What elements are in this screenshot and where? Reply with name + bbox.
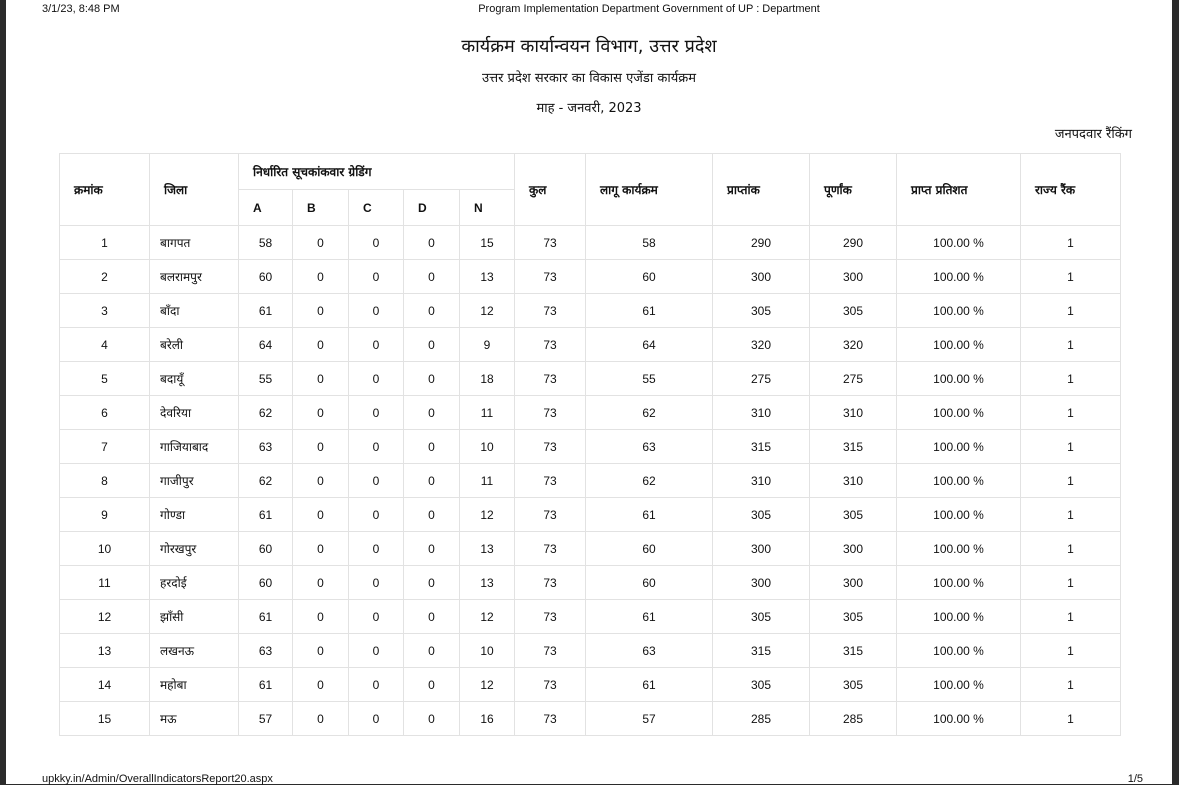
- cell-state-rank: 1: [1021, 260, 1121, 294]
- print-url: upkky.in/Admin/OverallIndicatorsReport20.aspx: [42, 773, 273, 785]
- cell-grade-a: 61: [239, 600, 293, 634]
- cell-state-rank: 1: [1021, 532, 1121, 566]
- cell-percent: 100.00 %: [897, 532, 1021, 566]
- cell-district: बदायूँ: [150, 362, 239, 396]
- col-obtained: प्राप्तांक: [713, 154, 810, 226]
- cell-grade-d: 0: [404, 328, 460, 362]
- cell-district: हरदोई: [150, 566, 239, 600]
- cell-grade-a: 57: [239, 702, 293, 736]
- cell-applicable: 61: [586, 668, 713, 702]
- cell-grade-c: 0: [349, 498, 404, 532]
- cell-serial: 9: [60, 498, 150, 532]
- cell-applicable: 57: [586, 702, 713, 736]
- cell-applicable: 60: [586, 566, 713, 600]
- cell-grade-d: 0: [404, 226, 460, 260]
- cell-grade-b: 0: [293, 260, 349, 294]
- cell-state-rank: 1: [1021, 464, 1121, 498]
- cell-grade-b: 0: [293, 396, 349, 430]
- cell-state-rank: 1: [1021, 226, 1121, 260]
- table-row: [60, 294, 1121, 328]
- cell-percent: 100.00 %: [897, 600, 1021, 634]
- table-row: [60, 464, 1121, 498]
- cell-max-marks: 300: [810, 532, 897, 566]
- cell-state-rank: 1: [1021, 566, 1121, 600]
- cell-total: 73: [515, 328, 586, 362]
- cell-max-marks: 290: [810, 226, 897, 260]
- cell-percent: 100.00 %: [897, 566, 1021, 600]
- cell-grade-n: 16: [460, 702, 515, 736]
- cell-grade-n: 13: [460, 566, 515, 600]
- cell-grade-c: 0: [349, 260, 404, 294]
- cell-state-rank: 1: [1021, 668, 1121, 702]
- cell-applicable: 64: [586, 328, 713, 362]
- cell-total: 73: [515, 226, 586, 260]
- cell-serial: 15: [60, 702, 150, 736]
- cell-total: 73: [515, 430, 586, 464]
- cell-grade-c: 0: [349, 226, 404, 260]
- print-page: [6, 0, 1172, 784]
- cell-grade-b: 0: [293, 566, 349, 600]
- cell-grade-n: 18: [460, 362, 515, 396]
- cell-applicable: 61: [586, 498, 713, 532]
- cell-serial: 8: [60, 464, 150, 498]
- table-row: [60, 600, 1121, 634]
- cell-grade-a: 62: [239, 464, 293, 498]
- report-subtitle: उत्तर प्रदेश सरकार का विकास एजेंडा कार्यक्रम: [481, 71, 697, 86]
- cell-total: 73: [515, 362, 586, 396]
- cell-serial: 2: [60, 260, 150, 294]
- cell-grade-a: 58: [239, 226, 293, 260]
- col-grade-d: D: [404, 190, 460, 226]
- cell-applicable: 58: [586, 226, 713, 260]
- cell-applicable: 61: [586, 600, 713, 634]
- cell-max-marks: 275: [810, 362, 897, 396]
- col-grade-n: N: [460, 190, 515, 226]
- cell-grade-c: 0: [349, 294, 404, 328]
- table-row: [60, 668, 1121, 702]
- cell-grade-n: 12: [460, 498, 515, 532]
- cell-state-rank: 1: [1021, 294, 1121, 328]
- cell-grade-d: 0: [404, 294, 460, 328]
- cell-district: झाँसी: [150, 600, 239, 634]
- cell-obtained: 305: [713, 668, 810, 702]
- cell-grade-b: 0: [293, 294, 349, 328]
- cell-grade-a: 61: [239, 668, 293, 702]
- cell-serial: 1: [60, 226, 150, 260]
- cell-grade-n: 12: [460, 600, 515, 634]
- cell-grade-c: 0: [349, 566, 404, 600]
- col-grading-group: निर्धारित सूचकांकवार ग्रेडिंग: [239, 154, 515, 190]
- table-header-row: [60, 154, 1121, 190]
- cell-serial: 5: [60, 362, 150, 396]
- cell-percent: 100.00 %: [897, 430, 1021, 464]
- table-row: [60, 634, 1121, 668]
- cell-grade-n: 10: [460, 634, 515, 668]
- cell-grade-c: 0: [349, 702, 404, 736]
- cell-applicable: 63: [586, 430, 713, 464]
- cell-total: 73: [515, 260, 586, 294]
- cell-applicable: 61: [586, 294, 713, 328]
- cell-serial: 3: [60, 294, 150, 328]
- cell-percent: 100.00 %: [897, 464, 1021, 498]
- cell-obtained: 300: [713, 532, 810, 566]
- cell-total: 73: [515, 498, 586, 532]
- cell-applicable: 55: [586, 362, 713, 396]
- col-serial: क्रमांक: [60, 154, 150, 226]
- cell-serial: 7: [60, 430, 150, 464]
- cell-grade-a: 61: [239, 498, 293, 532]
- cell-grade-n: 15: [460, 226, 515, 260]
- cell-grade-n: 13: [460, 260, 515, 294]
- print-page-title: Program Implementation Department Government of UP : Department: [478, 3, 820, 15]
- cell-district: बलरामपुर: [150, 260, 239, 294]
- report-title: कार्यक्रम कार्यान्वयन विभाग, उत्तर प्रदेश: [461, 36, 717, 57]
- cell-percent: 100.00 %: [897, 226, 1021, 260]
- cell-district: गोरखपुर: [150, 532, 239, 566]
- cell-state-rank: 1: [1021, 396, 1121, 430]
- cell-district: बरेली: [150, 328, 239, 362]
- cell-percent: 100.00 %: [897, 328, 1021, 362]
- cell-district: गाजीपुर: [150, 464, 239, 498]
- cell-grade-n: 10: [460, 430, 515, 464]
- cell-grade-c: 0: [349, 430, 404, 464]
- cell-serial: 14: [60, 668, 150, 702]
- cell-grade-b: 0: [293, 362, 349, 396]
- cell-obtained: 315: [713, 430, 810, 464]
- cell-max-marks: 310: [810, 396, 897, 430]
- cell-district: गाजियाबाद: [150, 430, 239, 464]
- cell-obtained: 320: [713, 328, 810, 362]
- cell-max-marks: 305: [810, 294, 897, 328]
- cell-grade-b: 0: [293, 702, 349, 736]
- col-percent: प्राप्त प्रतिशत: [897, 154, 1021, 226]
- cell-grade-c: 0: [349, 362, 404, 396]
- cell-grade-c: 0: [349, 532, 404, 566]
- cell-obtained: 310: [713, 464, 810, 498]
- cell-applicable: 63: [586, 634, 713, 668]
- cell-total: 73: [515, 532, 586, 566]
- cell-obtained: 305: [713, 294, 810, 328]
- table-row: [60, 396, 1121, 430]
- col-district: जिला: [150, 154, 239, 226]
- cell-district: लखनऊ: [150, 634, 239, 668]
- ranking-label: जनपदवार रैंकिंग: [1054, 127, 1132, 142]
- cell-max-marks: 285: [810, 702, 897, 736]
- cell-grade-c: 0: [349, 396, 404, 430]
- table-row: [60, 498, 1121, 532]
- cell-grade-d: 0: [404, 260, 460, 294]
- cell-serial: 4: [60, 328, 150, 362]
- cell-total: 73: [515, 600, 586, 634]
- cell-grade-n: 9: [460, 328, 515, 362]
- cell-max-marks: 300: [810, 260, 897, 294]
- col-max-marks: पूर्णांक: [810, 154, 897, 226]
- cell-state-rank: 1: [1021, 498, 1121, 532]
- cell-grade-n: 12: [460, 668, 515, 702]
- cell-max-marks: 305: [810, 600, 897, 634]
- cell-grade-b: 0: [293, 328, 349, 362]
- cell-obtained: 310: [713, 396, 810, 430]
- cell-grade-c: 0: [349, 668, 404, 702]
- cell-percent: 100.00 %: [897, 702, 1021, 736]
- cell-max-marks: 315: [810, 634, 897, 668]
- cell-percent: 100.00 %: [897, 634, 1021, 668]
- col-applicable: लागू कार्यक्रम: [586, 154, 713, 226]
- cell-grade-b: 0: [293, 226, 349, 260]
- cell-district: मऊ: [150, 702, 239, 736]
- cell-grade-d: 0: [404, 498, 460, 532]
- cell-grade-c: 0: [349, 328, 404, 362]
- cell-serial: 12: [60, 600, 150, 634]
- cell-grade-a: 60: [239, 566, 293, 600]
- cell-grade-b: 0: [293, 430, 349, 464]
- cell-grade-n: 11: [460, 464, 515, 498]
- cell-grade-c: 0: [349, 600, 404, 634]
- cell-district: बागपत: [150, 226, 239, 260]
- cell-percent: 100.00 %: [897, 668, 1021, 702]
- table-body: [60, 226, 1121, 736]
- table-row: [60, 260, 1121, 294]
- cell-grade-a: 60: [239, 532, 293, 566]
- cell-district: गोण्डा: [150, 498, 239, 532]
- cell-max-marks: 305: [810, 498, 897, 532]
- cell-grade-a: 61: [239, 294, 293, 328]
- cell-applicable: 60: [586, 260, 713, 294]
- report-month: माह - जनवरी, 2023: [536, 101, 642, 116]
- cell-serial: 13: [60, 634, 150, 668]
- cell-percent: 100.00 %: [897, 396, 1021, 430]
- cell-total: 73: [515, 634, 586, 668]
- table-row: [60, 328, 1121, 362]
- cell-max-marks: 305: [810, 668, 897, 702]
- cell-percent: 100.00 %: [897, 498, 1021, 532]
- cell-grade-a: 64: [239, 328, 293, 362]
- cell-grade-b: 0: [293, 668, 349, 702]
- cell-percent: 100.00 %: [897, 294, 1021, 328]
- cell-district: देवरिया: [150, 396, 239, 430]
- cell-total: 73: [515, 702, 586, 736]
- table-row: [60, 702, 1121, 736]
- cell-total: 73: [515, 566, 586, 600]
- cell-grade-d: 0: [404, 566, 460, 600]
- cell-percent: 100.00 %: [897, 260, 1021, 294]
- print-timestamp: 3/1/23, 8:48 PM: [42, 3, 120, 15]
- cell-applicable: 62: [586, 464, 713, 498]
- cell-grade-b: 0: [293, 464, 349, 498]
- cell-grade-a: 63: [239, 634, 293, 668]
- table-row: [60, 566, 1121, 600]
- cell-grade-d: 0: [404, 430, 460, 464]
- cell-grade-n: 12: [460, 294, 515, 328]
- cell-grade-b: 0: [293, 498, 349, 532]
- cell-obtained: 300: [713, 566, 810, 600]
- print-page-number: 1/5: [1127, 773, 1143, 785]
- cell-state-rank: 1: [1021, 430, 1121, 464]
- col-state-rank: राज्य रैंक: [1021, 154, 1121, 226]
- cell-max-marks: 300: [810, 566, 897, 600]
- cell-obtained: 275: [713, 362, 810, 396]
- cell-grade-n: 11: [460, 396, 515, 430]
- ranking-table: [59, 153, 1121, 736]
- cell-grade-d: 0: [404, 362, 460, 396]
- cell-total: 73: [515, 668, 586, 702]
- cell-grade-b: 0: [293, 634, 349, 668]
- cell-grade-d: 0: [404, 532, 460, 566]
- cell-state-rank: 1: [1021, 702, 1121, 736]
- cell-state-rank: 1: [1021, 634, 1121, 668]
- cell-grade-a: 60: [239, 260, 293, 294]
- cell-grade-a: 62: [239, 396, 293, 430]
- cell-grade-d: 0: [404, 396, 460, 430]
- cell-applicable: 60: [586, 532, 713, 566]
- cell-grade-n: 13: [460, 532, 515, 566]
- cell-applicable: 62: [586, 396, 713, 430]
- cell-grade-c: 0: [349, 464, 404, 498]
- cell-obtained: 305: [713, 600, 810, 634]
- col-grade-b: B: [293, 190, 349, 226]
- cell-grade-a: 55: [239, 362, 293, 396]
- cell-grade-d: 0: [404, 702, 460, 736]
- col-total: कुल: [515, 154, 586, 226]
- cell-state-rank: 1: [1021, 362, 1121, 396]
- cell-district: महोबा: [150, 668, 239, 702]
- cell-serial: 10: [60, 532, 150, 566]
- cell-obtained: 285: [713, 702, 810, 736]
- cell-grade-d: 0: [404, 668, 460, 702]
- cell-obtained: 315: [713, 634, 810, 668]
- cell-grade-d: 0: [404, 634, 460, 668]
- cell-district: बाँदा: [150, 294, 239, 328]
- cell-grade-b: 0: [293, 532, 349, 566]
- table-row: [60, 362, 1121, 396]
- table-row: [60, 532, 1121, 566]
- cell-total: 73: [515, 396, 586, 430]
- cell-state-rank: 1: [1021, 600, 1121, 634]
- col-grade-c: C: [349, 190, 404, 226]
- cell-obtained: 290: [713, 226, 810, 260]
- cell-max-marks: 320: [810, 328, 897, 362]
- cell-grade-c: 0: [349, 634, 404, 668]
- col-grade-a: A: [239, 190, 293, 226]
- cell-state-rank: 1: [1021, 328, 1121, 362]
- cell-grade-b: 0: [293, 600, 349, 634]
- table-row: [60, 226, 1121, 260]
- cell-percent: 100.00 %: [897, 362, 1021, 396]
- cell-total: 73: [515, 464, 586, 498]
- cell-grade-a: 63: [239, 430, 293, 464]
- cell-obtained: 300: [713, 260, 810, 294]
- cell-serial: 11: [60, 566, 150, 600]
- cell-serial: 6: [60, 396, 150, 430]
- cell-obtained: 305: [713, 498, 810, 532]
- cell-total: 73: [515, 294, 586, 328]
- table-row: [60, 430, 1121, 464]
- cell-grade-d: 0: [404, 600, 460, 634]
- cell-max-marks: 315: [810, 430, 897, 464]
- cell-grade-d: 0: [404, 464, 460, 498]
- cell-max-marks: 310: [810, 464, 897, 498]
